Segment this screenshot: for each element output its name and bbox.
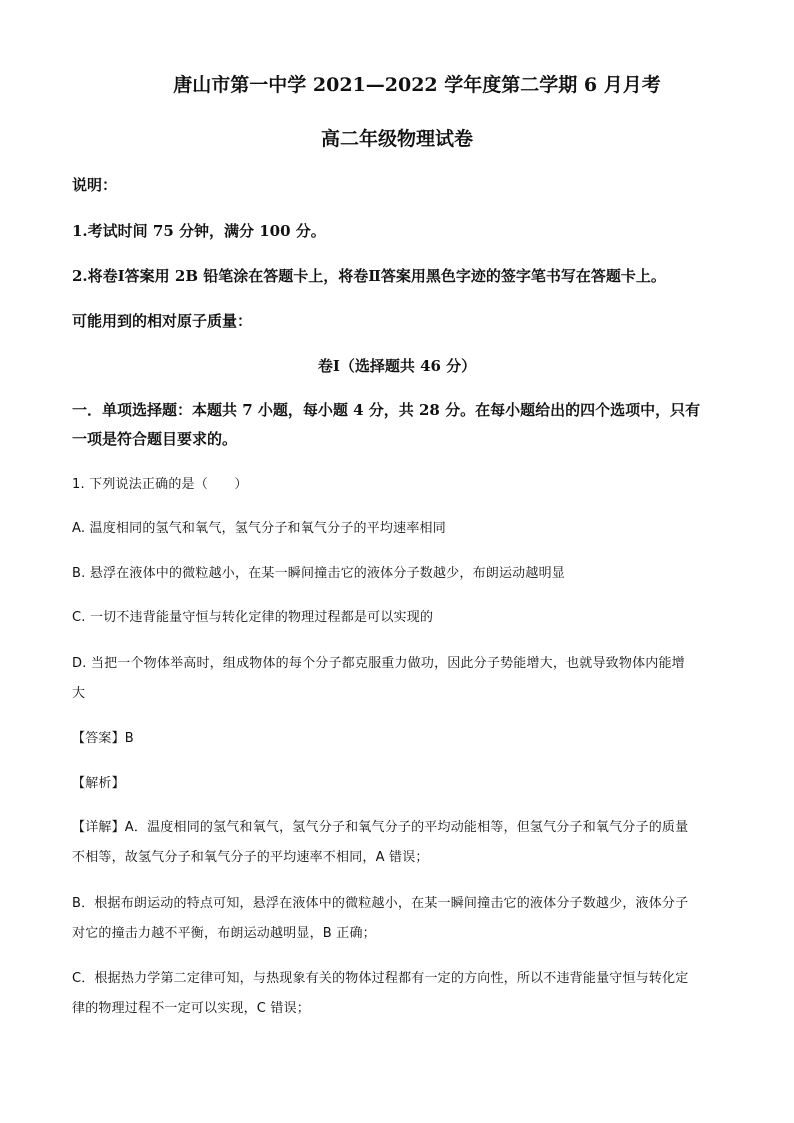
section-instruction: 一．单项选择题：本题共 7 小题，每小题 4 分，共 28 分。在每小题给出的四个选项中，只有 xyxy=(72,401,701,419)
notes-heading: 说明： xyxy=(72,176,118,194)
detail-a-continued: 不相等，故氢气分子和氧气分子的平均速率不相同，A 错误； xyxy=(72,850,429,865)
option-a: A. 温度相同的氢气和氧气，氢气分子和氧气分子的平均速率相同 xyxy=(72,521,446,536)
analysis-heading: 【解析】 xyxy=(72,776,125,791)
detail-c-continued: 律的物理过程不一定可以实现，C 错误； xyxy=(72,1001,311,1016)
detail-a: 【详解】A．温度相同的氢气和氧气，氢气分子和氧气分子的平均动能相等，但氢气分子和氧气分子的质量 xyxy=(72,820,689,835)
detail-b-continued: 对它的撞击力越不平衡，布朗运动越明显，B 正确； xyxy=(72,926,376,941)
section-instruction: 一项是符合题目要求的。 xyxy=(72,430,238,448)
option-c: C. 一切不违背能量守恒与转化定律的物理过程都是可以实现的 xyxy=(72,610,434,625)
option-d-continued: 大 xyxy=(72,686,86,701)
exam-subtitle: 高二年级物理试卷 xyxy=(320,128,473,150)
section-title: 卷Ⅰ（选择题共 46 分） xyxy=(317,357,477,375)
atomic-mass-label: 可能用到的相对原子质量： xyxy=(72,312,253,330)
detail-c: C．根据热力学第二定律可知，与热现象有关的物体过程都有一定的方向性，所以不违背能量守恒与转化定 xyxy=(72,971,689,986)
note-item: 1.考试时间 75 分钟，满分 100 分。 xyxy=(72,222,326,240)
question-stem: 1. 下列说法正确的是（ ） xyxy=(72,477,248,492)
answer-label: 【答案】B xyxy=(72,731,134,746)
detail-b: B．根据布朗运动的特点可知，悬浮在液体中的微粒越小，在某一瞬间撞击它的液体分子数越少，液体分子 xyxy=(72,896,689,911)
note-item: 2.将卷Ⅰ答案用 2B 铅笔涂在答题卡上，将卷Ⅱ答案用黑色字迹的签字笔书写在答题卡上。 xyxy=(72,267,666,285)
option-b: B. 悬浮在液体中的微粒越小，在某一瞬间撞击它的液体分子数越少，布朗运动越明显 xyxy=(72,566,565,581)
exam-title: 唐山市第一中学 2021—2022 学年度第二学期 6 月月考 xyxy=(173,74,661,96)
option-d: D. 当把一个物体举高时，组成物体的每个分子都克服重力做功，因此分子势能增大，也就导致物体内能增 xyxy=(72,656,685,671)
